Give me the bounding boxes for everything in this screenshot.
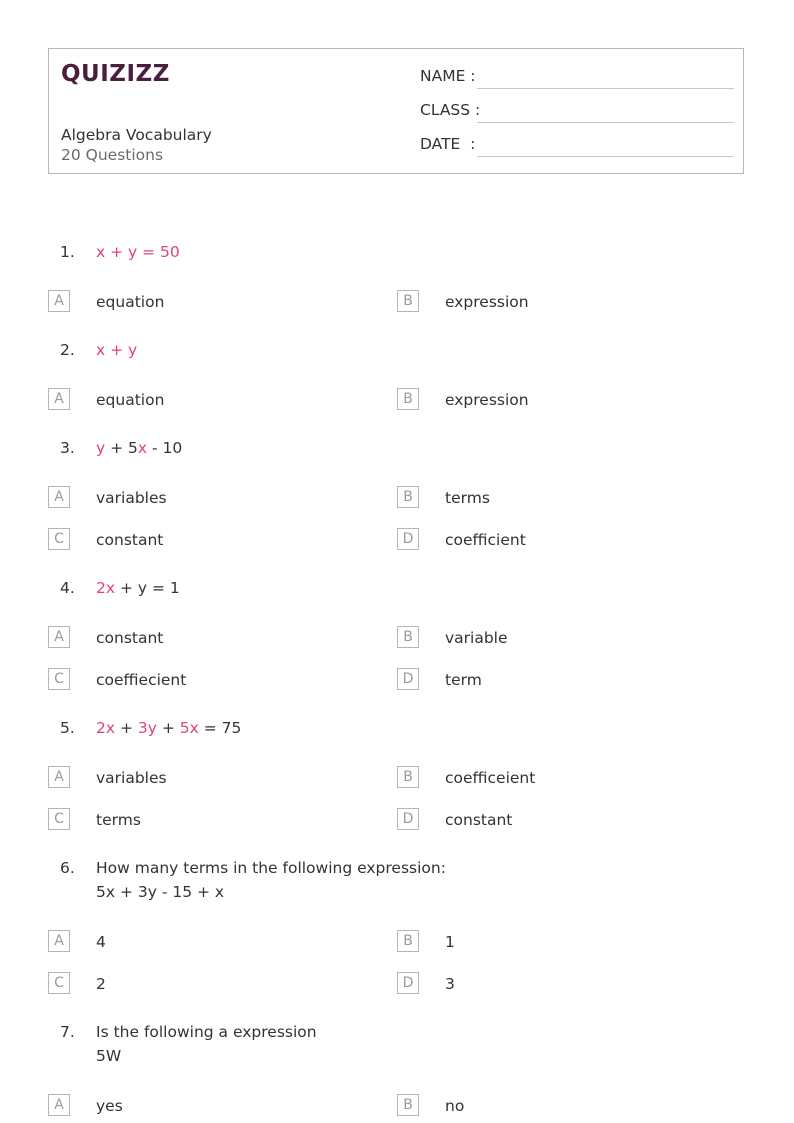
option-letter-box[interactable]: B xyxy=(397,626,419,648)
option-letter-box[interactable]: A xyxy=(48,486,70,508)
option-letter-box[interactable]: A xyxy=(48,290,70,312)
option-text: variable xyxy=(445,629,508,647)
class-label: CLASS : xyxy=(420,101,481,119)
option-b[interactable] xyxy=(397,766,697,790)
highlighted-term: y xyxy=(96,439,106,457)
option-text: coefficeient xyxy=(445,769,536,787)
question-number: 3. xyxy=(60,439,75,457)
option-letter-box[interactable]: B xyxy=(397,388,419,410)
question-segment: + xyxy=(156,719,180,737)
option-b[interactable] xyxy=(397,1094,697,1118)
option-text: term xyxy=(445,671,482,689)
highlighted-term: 2x xyxy=(96,719,116,737)
date-label: DATE : xyxy=(420,135,476,153)
option-b[interactable] xyxy=(397,388,697,412)
option-text: 1 xyxy=(445,933,455,951)
option-letter-box[interactable]: D xyxy=(397,808,419,830)
highlighted-term: x + y = 50 xyxy=(96,243,180,261)
option-text: equation xyxy=(96,391,165,409)
option-a[interactable] xyxy=(48,388,348,412)
option-letter-box[interactable]: B xyxy=(397,1094,419,1116)
option-letter-box[interactable]: C xyxy=(48,972,70,994)
option-text: coeffiecient xyxy=(96,671,187,689)
question-text xyxy=(96,1020,317,1068)
question-segment: + 5 xyxy=(105,439,138,457)
question-count: 20 Questions xyxy=(61,146,164,164)
option-d[interactable] xyxy=(397,668,697,692)
question-number: 2. xyxy=(60,341,75,359)
worksheet-header xyxy=(48,48,744,174)
option-text: no xyxy=(445,1097,465,1115)
option-a[interactable] xyxy=(48,930,348,954)
option-a[interactable] xyxy=(48,290,348,314)
question-line: Is the following a expression xyxy=(96,1023,317,1041)
option-text: constant xyxy=(445,811,513,829)
option-letter-box[interactable]: A xyxy=(48,930,70,952)
question-number: 4. xyxy=(60,579,75,597)
option-letter-box[interactable]: A xyxy=(48,388,70,410)
option-letter-box[interactable]: D xyxy=(397,972,419,994)
question-segment: + xyxy=(115,719,138,737)
highlighted-term: 2x xyxy=(96,579,116,597)
option-a[interactable] xyxy=(48,766,348,790)
option-text: variables xyxy=(96,489,167,507)
option-d[interactable] xyxy=(397,528,697,552)
class-line xyxy=(477,122,734,123)
worksheet-title: Algebra Vocabulary xyxy=(61,126,212,144)
option-letter-box[interactable]: B xyxy=(397,930,419,952)
option-text: 4 xyxy=(96,933,106,951)
option-letter-box[interactable]: C xyxy=(48,528,70,550)
option-a[interactable] xyxy=(48,486,348,510)
option-c[interactable] xyxy=(48,972,348,996)
question-text xyxy=(96,716,241,740)
option-text: expression xyxy=(445,391,529,409)
name-label: NAME : xyxy=(420,67,476,85)
highlighted-term: x xyxy=(137,439,148,457)
question-number: 5. xyxy=(60,719,75,737)
option-text: coefficient xyxy=(445,531,526,549)
option-d[interactable] xyxy=(397,972,697,996)
question-text xyxy=(96,576,180,600)
highlighted-term: x + y xyxy=(96,341,138,359)
question-text xyxy=(96,338,137,362)
option-b[interactable] xyxy=(397,626,697,650)
question-number: 7. xyxy=(60,1023,75,1041)
question-text xyxy=(96,856,446,904)
option-letter-box[interactable]: B xyxy=(397,486,419,508)
option-text: terms xyxy=(445,489,490,507)
option-c[interactable] xyxy=(48,528,348,552)
option-text: constant xyxy=(96,629,164,647)
name-field[interactable] xyxy=(420,67,734,89)
option-d[interactable] xyxy=(397,808,697,832)
option-text: constant xyxy=(96,531,164,549)
option-b[interactable] xyxy=(397,930,697,954)
highlighted-term: 3y xyxy=(137,719,157,737)
highlighted-term: 5x xyxy=(179,719,199,737)
option-b[interactable] xyxy=(397,486,697,510)
quizizz-logo: QUIZIZZ xyxy=(61,61,170,87)
option-text: variables xyxy=(96,769,167,787)
question-line: 5x + 3y - 15 + x xyxy=(96,883,225,901)
question-line: 5W xyxy=(96,1047,122,1065)
option-a[interactable] xyxy=(48,1094,348,1118)
option-text: 3 xyxy=(445,975,455,993)
option-text: terms xyxy=(96,811,141,829)
option-text: expression xyxy=(445,293,529,311)
option-b[interactable] xyxy=(397,290,697,314)
question-text xyxy=(96,240,180,264)
option-text: yes xyxy=(96,1097,123,1115)
date-line xyxy=(477,156,734,157)
option-c[interactable] xyxy=(48,668,348,692)
option-letter-box[interactable]: A xyxy=(48,626,70,648)
option-c[interactable] xyxy=(48,808,348,832)
option-a[interactable] xyxy=(48,626,348,650)
option-letter-box[interactable]: B xyxy=(397,766,419,788)
question-segment: - 10 xyxy=(147,439,183,457)
option-letter-box[interactable]: C xyxy=(48,808,70,830)
question-text xyxy=(96,436,182,460)
option-text: 2 xyxy=(96,975,106,993)
option-letter-box[interactable]: D xyxy=(397,528,419,550)
class-field[interactable] xyxy=(420,101,734,123)
question-segment: = 75 xyxy=(198,719,242,737)
question-number: 6. xyxy=(60,859,75,877)
option-letter-box[interactable]: D xyxy=(397,668,419,690)
option-letter-box[interactable]: C xyxy=(48,668,70,690)
question-line: How many terms in the following expression: xyxy=(96,859,446,877)
option-letter-box[interactable]: B xyxy=(397,290,419,312)
question-segment: + y = 1 xyxy=(115,579,180,597)
option-letter-box[interactable]: A xyxy=(48,1094,70,1116)
option-text: equation xyxy=(96,293,165,311)
question-number: 1. xyxy=(60,243,75,261)
option-letter-box[interactable]: A xyxy=(48,766,70,788)
date-field[interactable] xyxy=(420,135,734,157)
name-line xyxy=(477,88,734,89)
